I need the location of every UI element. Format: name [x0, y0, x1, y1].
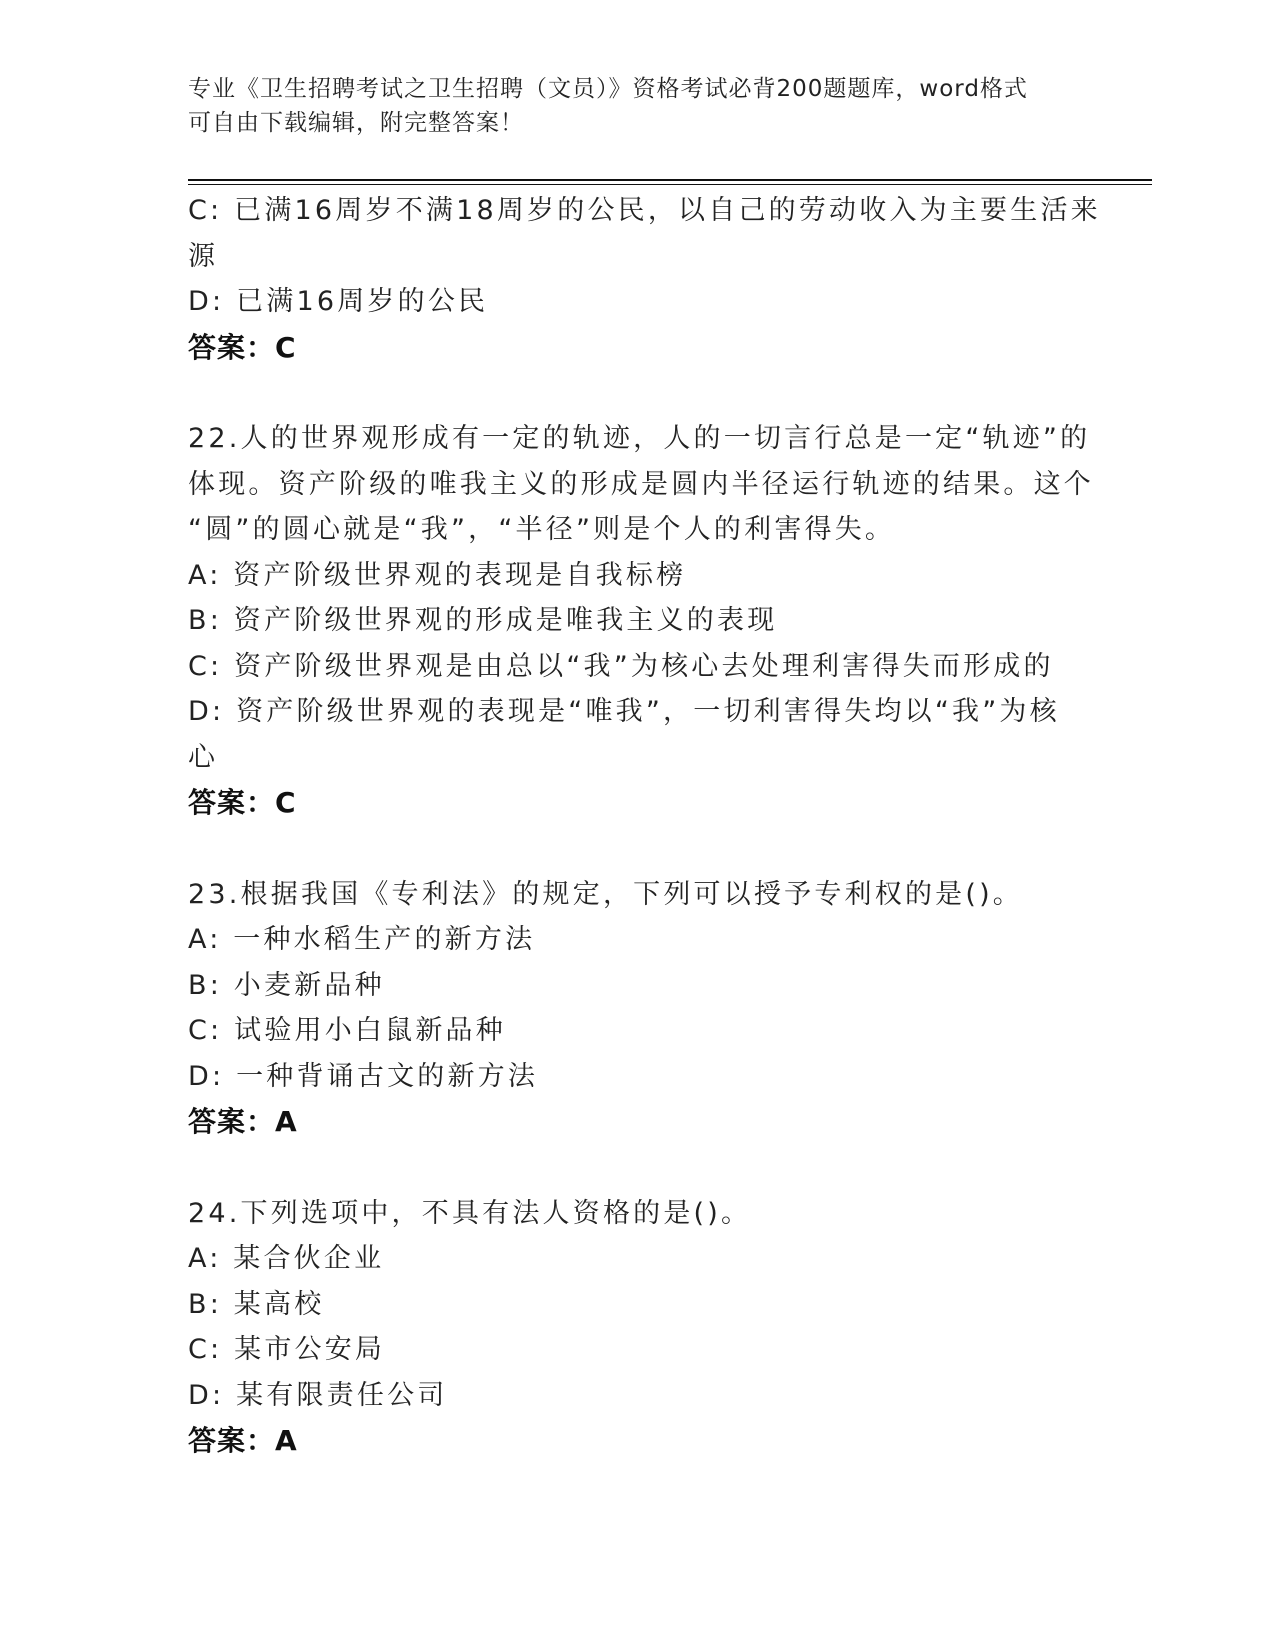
- option-d: D: 某有限责任公司: [188, 1379, 448, 1411]
- question-stem: “圆”的圆心就是“我”，“半径”则是个人的利害得失。: [188, 514, 896, 545]
- answer: 答案：A: [188, 1105, 298, 1138]
- option-d: D: 已满16周岁的公民: [188, 286, 489, 317]
- answer: 答案：C: [188, 330, 297, 364]
- question-22: [188, 416, 1094, 826]
- question-stem: 24.下列选项中，不具有法人资格的是()。: [188, 1197, 752, 1229]
- option-c: C: 某市公安局: [188, 1334, 386, 1365]
- option-a: A: 某合伙企业: [188, 1243, 385, 1274]
- option-c-continued: 源: [188, 240, 219, 272]
- answer: 答案：A: [188, 1424, 298, 1457]
- question-stem: 体现。资产阶级的唯我主义的形成是圆内半径运行轨迹的结果。这个: [188, 468, 1094, 500]
- option-b: B: 某高校: [188, 1288, 325, 1320]
- continued-question: [188, 188, 1101, 370]
- option-d: D: 一种背诵古文的新方法: [188, 1060, 539, 1092]
- header-line-2: 可自由下载编辑，附完整答案！: [188, 110, 524, 136]
- document-body: [188, 188, 1101, 1464]
- header-rule-thick: [188, 179, 1152, 181]
- document-header: [188, 72, 1088, 140]
- question-stem: 23.根据我国《专利法》的规定，下列可以授予专利权的是()。: [188, 878, 1024, 910]
- option-c: C: 试验用小白鼠新品种: [188, 1015, 506, 1046]
- option-a: A: 一种水稻生产的新方法: [188, 924, 536, 955]
- option-b: B: 资产阶级世界观的形成是唯我主义的表现: [188, 605, 778, 636]
- option-d: D: 资产阶级世界观的表现是“唯我”，一切利害得失均以“我”为核: [188, 696, 1060, 727]
- option-a: A: 资产阶级世界观的表现是自我标榜: [188, 559, 687, 591]
- option-b: B: 小麦新品种: [188, 969, 385, 1001]
- header-rule-thin: [188, 184, 1152, 185]
- option-c: C: 资产阶级世界观是由总以“我”为核心去处理利害得失而形成的: [188, 650, 1054, 682]
- option-c: C: 已满16周岁不满18周岁的公民，以自己的劳动收入为主要生活来: [188, 195, 1101, 226]
- header-line-1: 专业《卫生招聘考试之卫生招聘（文员）》资格考试必背200题题库，word格式: [188, 76, 1028, 102]
- answer: 答案：C: [188, 786, 297, 819]
- option-d-continued: 心: [188, 741, 219, 773]
- question-23: [188, 872, 1068, 1145]
- question-24: [188, 1191, 1068, 1464]
- question-stem: 22.人的世界观形成有一定的轨迹，人的一切言行总是一定“轨迹”的: [188, 423, 1091, 454]
